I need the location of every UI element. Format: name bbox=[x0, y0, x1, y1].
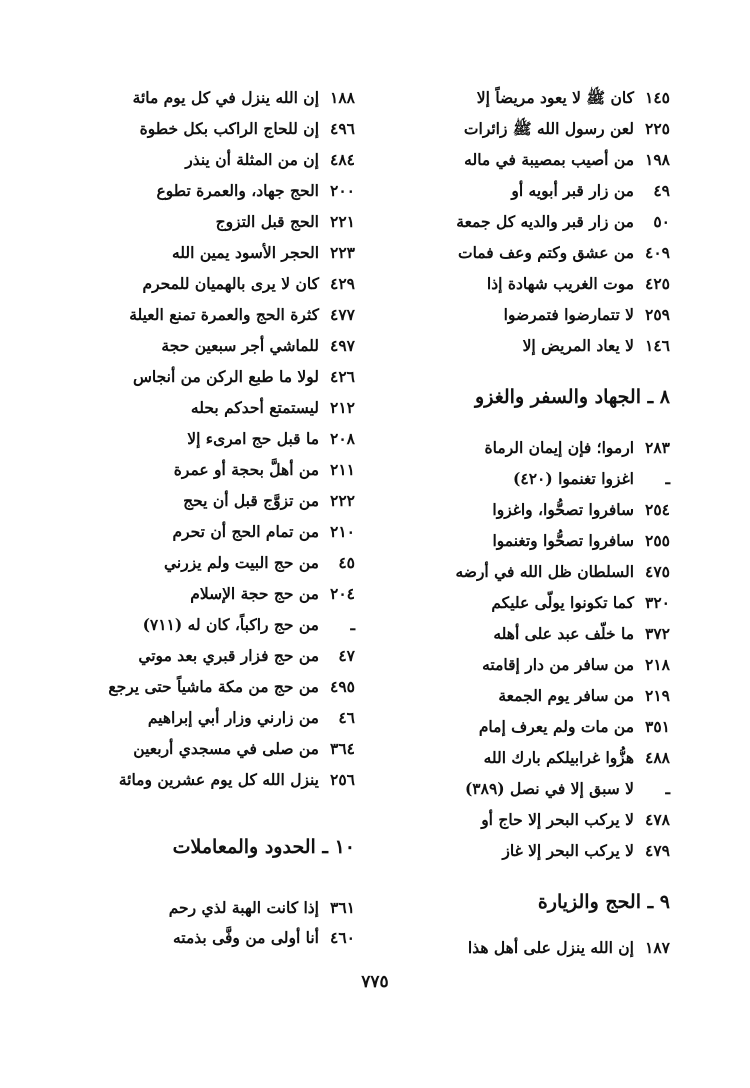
index-entry bbox=[504, 305, 670, 325]
index-entry bbox=[142, 274, 355, 294]
entry-number: ٤٧٩ bbox=[645, 841, 670, 860]
index-entry bbox=[216, 212, 355, 232]
index-entry bbox=[133, 88, 355, 108]
index-entry bbox=[492, 500, 670, 520]
entry-number: ٤٦٠ bbox=[330, 928, 355, 947]
entry-number: ٢٥٩ bbox=[645, 305, 670, 324]
index-entry bbox=[148, 708, 355, 728]
entry-number: ـ bbox=[350, 615, 355, 634]
entry-text: كان لا يرى بالهميان للمحرم bbox=[142, 274, 319, 293]
index-entry bbox=[138, 646, 355, 666]
entry-number: ٤٠٩ bbox=[645, 243, 670, 262]
entry-text: من حج فزار قبري بعد موتي bbox=[138, 646, 319, 665]
entry-number: ٤٧٧ bbox=[330, 305, 355, 324]
index-entry bbox=[493, 624, 670, 644]
index-entry bbox=[191, 398, 355, 418]
entry-number: ٤٩٦ bbox=[330, 119, 355, 138]
entry-text: من سافر من دار إقامته bbox=[482, 655, 634, 674]
entry-text: إذا كانت الهبة لذي رحم bbox=[168, 898, 319, 917]
index-entry bbox=[492, 531, 670, 551]
entry-text: كما تكونوا يولّى عليكم bbox=[491, 593, 634, 612]
entry-number: ٥٠ bbox=[653, 212, 670, 231]
entry-text: الحجر الأسود يمين الله bbox=[171, 243, 319, 262]
section-heading: ١٠ ـ الحدود والمعاملات bbox=[172, 836, 355, 858]
index-entry bbox=[487, 274, 670, 294]
index-entry bbox=[172, 243, 355, 263]
entry-text: السلطان ظل الله في أرضه bbox=[455, 562, 634, 581]
index-entry bbox=[190, 584, 355, 604]
entry-number: ـ bbox=[665, 779, 670, 798]
entry-number: ٢٥٤ bbox=[645, 500, 670, 519]
entry-text: من حج البيت ولم يزرني bbox=[164, 553, 319, 572]
entry-text: من سافر يوم الجمعة bbox=[498, 686, 634, 705]
entry-number: ٢٠٨ bbox=[330, 429, 355, 448]
entry-text: الحج جهاد، والعمرة تطوع bbox=[156, 181, 319, 200]
entry-number: ٤٢٥ bbox=[645, 274, 670, 293]
entry-text: من تزوَّج قبل أن يحج bbox=[183, 491, 319, 510]
entry-number: ١٨٧ bbox=[645, 938, 670, 957]
entry-number: ٣٧٢ bbox=[645, 624, 670, 643]
index-entry bbox=[108, 677, 355, 697]
index-entry bbox=[477, 88, 670, 108]
entry-text: هزُّوا غرابيلكم بارك الله bbox=[483, 748, 634, 767]
entry-number: ٢٠٠ bbox=[330, 181, 355, 200]
entry-text: ما خلّف عبد على أهله bbox=[493, 624, 634, 643]
entry-number: ١٨٨ bbox=[330, 88, 355, 107]
entry-number: ٤٩٧ bbox=[330, 336, 355, 355]
entry-text: للماشي أجر سبعين حجة bbox=[161, 336, 319, 355]
index-entry bbox=[485, 438, 670, 458]
entry-text: لا سبق إلا في نصل (٣٨٩) bbox=[464, 779, 634, 798]
index-entry bbox=[185, 150, 355, 170]
entry-number: ١٤٥ bbox=[645, 88, 670, 107]
entry-number: ٤٩ bbox=[653, 181, 670, 200]
entry-number: ـ bbox=[665, 469, 670, 488]
entry-text: إن الله ينزل على أهل هذا bbox=[467, 938, 634, 957]
entry-number: ١٩٨ bbox=[645, 150, 670, 169]
index-entry bbox=[458, 243, 670, 263]
entry-number: ٢٢٣ bbox=[330, 243, 355, 262]
index-entry bbox=[482, 655, 670, 675]
index-entry bbox=[174, 460, 355, 480]
index-entry bbox=[464, 150, 670, 170]
index-entry bbox=[479, 717, 670, 737]
entry-number: ٤٢٦ bbox=[330, 367, 355, 386]
entry-number: ٤٧٨ bbox=[645, 810, 670, 829]
entry-text: إن الله ينزل في كل يوم مائة bbox=[132, 88, 319, 107]
entry-text: من حج من مكة ماشياً حتى يرجع bbox=[108, 677, 319, 696]
index-entry bbox=[173, 928, 355, 948]
entry-number: ٢١٨ bbox=[645, 655, 670, 674]
index-entry bbox=[133, 367, 355, 387]
index-entry bbox=[183, 491, 355, 511]
entry-text: ما قبل حج امرىء إلا bbox=[187, 429, 319, 448]
entry-number: ١٤٦ bbox=[645, 336, 670, 355]
index-entry bbox=[502, 841, 670, 861]
entry-text: لا يركب البحر إلا غاز bbox=[502, 841, 634, 860]
section-heading: ٨ ـ الجهاد والسفر والغزو bbox=[475, 386, 670, 408]
entry-text: موت الغريب شهادة إذا bbox=[486, 274, 634, 293]
entry-number: ٢٢٢ bbox=[330, 491, 355, 510]
entry-text: من صلى في مسجدي أربعين bbox=[133, 739, 319, 758]
entry-text: من عشق وكتم وعف فمات bbox=[457, 243, 634, 262]
entry-text: من زارني وزار أبي إبراهيم bbox=[147, 708, 319, 727]
entry-number: ٣٥١ bbox=[645, 717, 670, 736]
entry-text: لا يركب البحر إلا حاج أو bbox=[481, 810, 634, 829]
entry-text: اغزوا تغنموا (٤٢٠) bbox=[513, 469, 634, 488]
entry-number: ٢٥٦ bbox=[330, 770, 355, 789]
entry-text: إن من المثلة أن ينذر bbox=[185, 150, 319, 169]
entry-text: ارموا؛ فإن إيمان الرماة bbox=[484, 438, 634, 457]
index-entry bbox=[157, 181, 356, 201]
entry-number: ٢١٠ bbox=[330, 522, 355, 541]
entry-text: من حج حجة الإسلام bbox=[190, 584, 319, 603]
index-entry bbox=[143, 615, 355, 635]
entry-number: ٤٧ bbox=[338, 646, 355, 665]
entry-number: ٢٨٣ bbox=[645, 438, 670, 457]
entry-text: كثرة الحج والعمرة تمنع العيلة bbox=[129, 305, 319, 324]
entry-text: لا يعاد المريض إلا bbox=[522, 336, 634, 355]
entry-text: من زار قبر والديه كل جمعة bbox=[456, 212, 634, 231]
index-entry bbox=[169, 898, 355, 918]
index-entry bbox=[455, 562, 670, 582]
index-entry bbox=[140, 119, 355, 139]
index-entry bbox=[511, 181, 670, 201]
index-entry bbox=[129, 305, 355, 325]
index-entry bbox=[491, 593, 670, 613]
entry-text: لعن رسول الله ﷺ زائرات bbox=[463, 119, 634, 138]
index-entry bbox=[465, 779, 670, 799]
entry-number: ٢٠٤ bbox=[330, 584, 355, 603]
entry-number: ٤٦ bbox=[338, 708, 355, 727]
index-entry bbox=[513, 469, 670, 489]
entry-text: لا تتمارضوا فتمرضوا bbox=[503, 305, 634, 324]
entry-text: من أهلَّ بحجة أو عمرة bbox=[173, 460, 319, 479]
index-entry bbox=[161, 336, 355, 356]
index-entry bbox=[187, 429, 355, 449]
entry-number: ٢٢١ bbox=[330, 212, 355, 231]
entry-number: ٤٥ bbox=[338, 553, 355, 572]
index-entry bbox=[173, 522, 355, 542]
entry-text: الحج قبل التزوج bbox=[215, 212, 319, 231]
entry-number: ٤٨٤ bbox=[330, 150, 355, 169]
page-number: ٧٧٥ bbox=[361, 972, 389, 992]
index-entry bbox=[484, 748, 670, 768]
entry-number: ٣٢٠ bbox=[645, 593, 670, 612]
entry-text: كان ﷺ لا يعود مريضاً إلا bbox=[476, 88, 634, 107]
entry-text: من مات ولم يعرف إمام bbox=[478, 717, 634, 736]
index-entry bbox=[119, 770, 355, 790]
index-entry bbox=[481, 810, 670, 830]
entry-text: سافروا تصحُّوا وتغنموا bbox=[492, 531, 634, 550]
entry-text: من زار قبر أبويه أو bbox=[511, 181, 634, 200]
index-entry bbox=[456, 212, 670, 232]
entry-text: لولا ما طبع الركن من أنجاس bbox=[133, 367, 319, 386]
entry-text: ينزل الله كل يوم عشرين ومائة bbox=[118, 770, 319, 789]
entry-text: من حج راكباً، كان له (٧١١) bbox=[142, 615, 319, 634]
section-heading: ٩ ـ الحج والزيارة bbox=[537, 891, 670, 913]
entry-number: ٢٢٥ bbox=[645, 119, 670, 138]
entry-number: ٤٢٩ bbox=[330, 274, 355, 293]
index-entry bbox=[523, 336, 670, 356]
entry-text: من تمام الحج أن تحرم bbox=[172, 522, 319, 541]
entry-number: ٤٩٥ bbox=[330, 677, 355, 696]
entry-text: من أصيب بمصيبة في ماله bbox=[464, 150, 634, 169]
index-entry bbox=[468, 938, 670, 958]
entry-number: ٢٥٥ bbox=[645, 531, 670, 550]
entry-text: أنا أولى من وفَّى بذمته bbox=[172, 928, 319, 947]
entry-number: ٤٨٨ bbox=[645, 748, 670, 767]
entry-number: ٢١١ bbox=[330, 460, 355, 479]
entry-number: ٢١٩ bbox=[645, 686, 670, 705]
entry-number: ٣٦١ bbox=[330, 898, 355, 917]
entry-number: ٤٧٥ bbox=[645, 562, 670, 581]
entry-text: ليستمتع أحدكم بحله bbox=[190, 398, 319, 417]
entry-number: ٢١٢ bbox=[330, 398, 355, 417]
entry-text: إن للحاج الراكب بكل خطوة bbox=[139, 119, 319, 138]
entry-number: ٣٦٤ bbox=[330, 739, 355, 758]
index-entry bbox=[464, 119, 670, 139]
index-entry bbox=[498, 686, 670, 706]
index-entry bbox=[133, 739, 355, 759]
entry-text: سافروا تصحُّوا، واغزوا bbox=[492, 500, 634, 519]
index-entry bbox=[164, 553, 355, 573]
